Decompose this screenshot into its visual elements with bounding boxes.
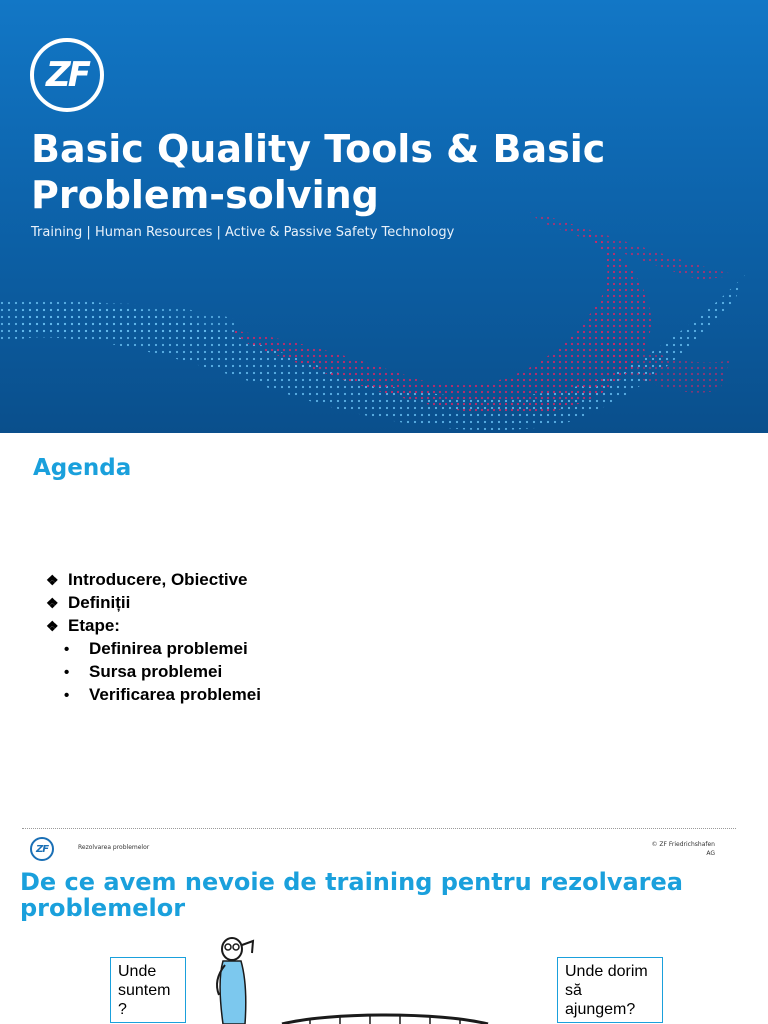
zf-logo-small-text: ZF xyxy=(35,843,49,855)
presentation-subtitle: Training | Human Resources | Active & Passive Safety Technology xyxy=(31,225,455,240)
slide-footer-topic: Rezolvarea problemelor xyxy=(78,844,150,851)
bullet-icon: • xyxy=(64,687,70,704)
target-state-box: Unde dorim să ajungem? xyxy=(557,957,663,1023)
copyright-line-2: AG xyxy=(706,850,715,857)
agenda-subitem xyxy=(46,660,261,683)
title-slide xyxy=(0,0,768,433)
bridge-illustration-icon xyxy=(280,1010,490,1024)
agenda-list xyxy=(46,568,261,706)
diamond-bullet-icon: ❖ xyxy=(46,595,59,611)
agenda-item-label: Introducere, Obiective xyxy=(68,570,248,589)
agenda-subitem-label: Verificarea problemei xyxy=(89,685,261,704)
agenda-item xyxy=(46,591,261,614)
zf-logo xyxy=(30,38,104,112)
current-state-box: Unde suntem ? xyxy=(110,957,186,1023)
bullet-icon: • xyxy=(64,641,70,658)
agenda-subitem xyxy=(46,683,261,706)
bullet-icon: • xyxy=(64,664,70,681)
zf-logo-text: ZF xyxy=(46,55,88,95)
slide-footer-copyright xyxy=(630,840,715,858)
agenda-subitem-label: Definirea problemei xyxy=(89,639,248,658)
agenda-subitem-label: Sursa problemei xyxy=(89,662,223,681)
copyright-line-1: © ZF Friedrichshafen xyxy=(651,841,715,848)
presentation-title: Basic Quality Tools & Basic Problem-solving xyxy=(31,127,606,217)
diamond-bullet-icon: ❖ xyxy=(46,618,59,634)
person-illustration-icon xyxy=(205,935,265,1024)
agenda-item-label: Etape: xyxy=(68,616,120,635)
slide-divider xyxy=(22,828,736,829)
agenda-item xyxy=(46,568,261,591)
agenda-item-label: Definiții xyxy=(68,593,131,612)
agenda-item xyxy=(46,614,261,637)
agenda-title: Agenda xyxy=(33,455,132,481)
agenda-subitem xyxy=(46,637,261,660)
zf-logo-small xyxy=(30,837,54,861)
diamond-bullet-icon: ❖ xyxy=(46,572,59,588)
slide-title: De ce avem nevoie de training pentru rezolvarea problemelor xyxy=(20,868,683,922)
